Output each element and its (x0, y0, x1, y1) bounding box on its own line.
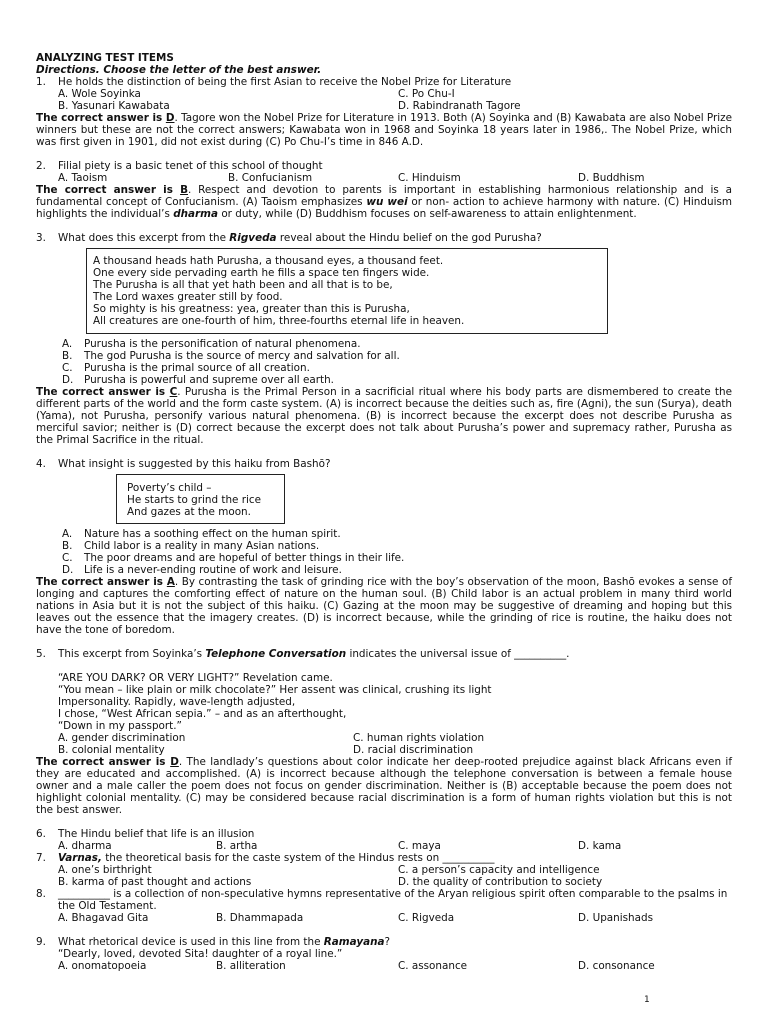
poem-line: Poverty’s child – (127, 482, 212, 494)
option-c: C. assonance (398, 960, 468, 972)
answer-letter: D (165, 112, 175, 124)
excerpt-line: “Down in my passport.” (58, 720, 182, 732)
question-3 (36, 232, 732, 244)
question-number: 2. (36, 160, 46, 172)
question-6-options (36, 840, 732, 852)
option-text: Life is a never-ending routine of work and leisure. (84, 564, 342, 576)
option-b (36, 350, 732, 362)
answer-text: or non- action to achieve harmony with nature. (C) Hinduism highlights the individual’s (36, 196, 732, 220)
option-b (36, 540, 732, 552)
option-text: The poor dreams and are hopeful of better things in their life. (84, 552, 405, 564)
answer-letter: D (170, 756, 179, 768)
question-7 (36, 852, 732, 864)
question-stem: __________ is a collection of non-speculative hymns representative of the Aryan religious spirit often comparable to the psalms in the Old Testament. (58, 888, 728, 912)
option-c: C. maya (398, 840, 441, 852)
question-8 (36, 888, 732, 912)
answer-letter: B (180, 184, 188, 196)
stem-text: What rhetorical device is used in this line from the (58, 936, 324, 948)
stem-text: the theoretical basis for the caste system of the Hindus rests on __________ (101, 852, 495, 864)
poem-line: And gazes at the moon. (127, 506, 251, 518)
option-text: The god Purusha is the source of mercy and salvation for all. (84, 350, 400, 362)
answer-label: The correct answer is (36, 112, 166, 124)
work-title: Telephone Conversation (205, 648, 347, 660)
question-7-options-row-1 (36, 864, 732, 876)
answer-explanation-1 (36, 112, 732, 148)
poem-line: A thousand heads hath Purusha, a thousand eyes, a thousand feet. (93, 255, 444, 267)
question-3-options (36, 338, 732, 386)
option-d (36, 374, 732, 386)
option-a: A. one’s birthright (58, 864, 152, 876)
option-a: A. onomatopoeia (58, 960, 147, 972)
excerpt-line: “You mean – like plain or milk chocolate?” Her assent was clinical, crushing its light (58, 684, 492, 696)
option-text: Purusha is the personification of natural phenomena. (84, 338, 361, 350)
question-4 (36, 458, 732, 470)
page-number: 1 (644, 995, 650, 1005)
question-1 (36, 76, 732, 88)
stem-term: Varnas, (58, 852, 102, 864)
question-stem: What insight is suggested by this haiku from Bashō? (58, 458, 331, 470)
question-stem (58, 232, 732, 244)
option-d: D. kama (578, 840, 622, 852)
answer-label: The correct answer is (36, 756, 171, 768)
directions: Directions. Choose the letter of the best answer. (36, 64, 322, 76)
option-text: Purusha is the primal source of all creation. (84, 362, 310, 374)
answer-explanation-5 (36, 756, 732, 816)
question-number: 3. (36, 232, 46, 244)
answer-text: . The landlady’s questions about color indicate her deep-rooted prejudice against black Africans even if they are educated and accomplished. (A) is incorrect because although the telephone conversation is between a female house owner and a male caller the poem does not focus on gender discrimination. Neither is (B) acceptable because the poem does not highlight colonial mentality. (C) may be considered because racial discrimination is a form of human rights violation but this is not the best answer. (36, 756, 732, 816)
question-5 (36, 648, 732, 660)
option-d: D. Buddhism (578, 172, 645, 184)
question-number: 4. (36, 458, 46, 470)
option-b: B. karma of past thought and actions (58, 876, 252, 888)
question-1-options-row-2 (36, 100, 732, 112)
answer-text: . Purusha is the Primal Person in a sacrificial ritual where his body parts are dismembered to create the different parts of the world and the form caste system. (A) is incorrect because the deities such as, fire (Agni), the sun (Surya), death (Yama), not Purusha, personify various natural phenomena. (B) is incorrect because the excerpt does not describe Purusha as merciful savior; neither is (D) correct because the excerpt does not talk about Purusha’s power and supremacy rather, Purusha as the Primal Sacrifice in the ritual. (36, 386, 732, 446)
question-2 (36, 160, 732, 172)
haiku-box (116, 474, 285, 524)
question-stem (58, 936, 732, 948)
document-page (36, 52, 732, 972)
question-number: 5. (36, 648, 46, 660)
option-text: Child labor is a reality in many Asian nations. (84, 540, 320, 552)
question-stem (58, 852, 732, 864)
answer-term: dharma (173, 208, 219, 220)
option-text: Purusha is powerful and supreme over all earth. (84, 374, 334, 386)
question-5-options-row-1 (36, 732, 732, 744)
work-title: Rigveda (229, 232, 277, 244)
question-stem: Filial piety is a basic tenet of this school of thought (58, 160, 323, 172)
option-d: D. racial discrimination (353, 744, 474, 756)
excerpt-line: I chose, “West African sepia.” – and as an afterthought, (58, 708, 347, 720)
option-d: D. Rabindranath Tagore (398, 100, 521, 112)
answer-label: The correct answer is (36, 386, 170, 398)
option-letter: D. (62, 564, 74, 576)
question-6 (36, 828, 732, 840)
option-c: C. a person’s capacity and intelligence (398, 864, 600, 876)
option-b: B. colonial mentality (58, 744, 165, 756)
question-number: 6. (36, 828, 46, 840)
option-d: D. consonance (578, 960, 655, 972)
answer-letter: A (166, 576, 175, 588)
work-title: Ramayana (323, 936, 385, 948)
question-stem (58, 648, 732, 660)
option-d: D. the quality of contribution to society (398, 876, 603, 888)
answer-text: . Tagore won the Nobel Prize for Literature in 1913. Both (A) Soyinka and (B) Kawabata are also Nobel Prize winners but these are not the correct answers; Kawabata won in 1968 and Soyinka 18 years later in 1986,. The Nobel Prize, which was first given in 1901, did not exist during (C) Po Chu-I’s time in 846 A.D. (36, 112, 733, 148)
option-a: A. dharma (58, 840, 112, 852)
question-2-options (36, 172, 732, 184)
option-letter: A. (62, 338, 73, 350)
option-letter: D. (62, 374, 74, 386)
option-b: B. alliteration (216, 960, 286, 972)
quote-line: “Dearly, loved, devoted Sita! daughter of a royal line.” (58, 948, 343, 960)
option-letter: B. (62, 540, 73, 552)
option-b: B. Confucianism (228, 172, 313, 184)
question-number: 8. (36, 888, 46, 900)
question-number: 9. (36, 936, 46, 948)
poem-line: The Lord waxes greater still by food. (93, 291, 283, 303)
option-letter: C. (62, 552, 73, 564)
answer-explanation-3 (36, 386, 732, 446)
question-8-options (36, 912, 732, 924)
stem-text: What does this excerpt from the (58, 232, 230, 244)
poem-line: All creatures are one-fourth of him, three-fourths eternal life in heaven. (93, 315, 465, 327)
question-9-options (36, 960, 732, 972)
option-a (36, 528, 732, 540)
option-b: B. Yasunari Kawabata (58, 100, 170, 112)
question-9 (36, 936, 732, 960)
stem-text: ? (384, 936, 391, 948)
question-7-options-row-2 (36, 876, 732, 888)
option-c: C. human rights violation (353, 732, 485, 744)
option-a: A. Wole Soyinka (58, 88, 141, 100)
question-4-options (36, 528, 732, 576)
option-b: B. artha (216, 840, 258, 852)
option-a: A. Taoism (58, 172, 108, 184)
option-a (36, 338, 732, 350)
option-c: C. Po Chu-I (398, 88, 455, 100)
option-b: B. Dhammapada (216, 912, 304, 924)
option-a: A. gender discrimination (58, 732, 186, 744)
stem-text: indicates the universal issue of __________. (346, 648, 570, 660)
option-c (36, 362, 732, 374)
option-letter: C. (62, 362, 73, 374)
answer-label: The correct answer is (36, 576, 167, 588)
answer-term: wu wei (366, 196, 408, 208)
answer-text: . Respect and devotion to parents is important in establishing harmonious relationship and is a fundamental concept of Confucianism. (A) Taoism emphasizes (36, 184, 732, 208)
option-d (36, 564, 732, 576)
option-c: C. Hinduism (398, 172, 461, 184)
option-a: A. Bhagavad Gita (58, 912, 149, 924)
question-number: 1. (36, 76, 46, 88)
poem-line: The Purusha is all that yet hath been and all that is to be, (93, 279, 393, 291)
answer-text: or duty, while (D) Buddhism focuses on self-awareness to attain enlightenment. (218, 208, 637, 220)
question-stem: He holds the distinction of being the first Asian to receive the Nobel Prize for Literature (58, 76, 512, 88)
answer-letter: C (169, 386, 178, 398)
rigveda-excerpt-box (86, 248, 608, 334)
option-letter: A. (62, 528, 73, 540)
question-stem: The Hindu belief that life is an illusion (58, 828, 255, 840)
stem-text: reveal about the Hindu belief on the god Purusha? (276, 232, 542, 244)
question-5-options-row-2 (36, 744, 732, 756)
answer-explanation-4 (36, 576, 732, 636)
option-letter: B. (62, 350, 73, 362)
question-number: 7. (36, 852, 46, 864)
poem-line: So mighty is his greatness: yea, greater than this is Purusha, (93, 303, 410, 315)
option-d: D. Upanishads (578, 912, 654, 924)
excerpt-line: “ARE YOU DARK? OR VERY LIGHT?” Revelation came. (58, 672, 333, 684)
stem-text: This excerpt from Soyinka’s (58, 648, 206, 660)
answer-text: . By contrasting the task of grinding rice with the boy’s observation of the moon, Bashō evokes a sense of longing and captures the comforting effect of nature on the human soul. (B) Child labor is an actual problem in many third world nations in Asia but it is not the subject of this haiku. (C) Gazing at the moon may be suggestive of dreaming and hoping but this leaves out the essence that the imagery creates. (D) is incorrect because, while the grinding of rice is routine, the haiku does not have the tone of boredom. (36, 576, 732, 636)
option-text: Nature has a soothing effect on the human spirit. (84, 528, 341, 540)
answer-explanation-2 (36, 184, 732, 220)
poem-line: He starts to grind the rice (127, 494, 262, 506)
telephone-excerpt (36, 672, 732, 732)
poem-line: One every side pervading earth he fills a space ten fingers wide. (93, 267, 430, 279)
option-c: C. Rigveda (398, 912, 455, 924)
excerpt-line: Impersonality. Rapidly, wave-length adjusted, (58, 696, 296, 708)
document-title: ANALYZING TEST ITEMS (36, 52, 174, 64)
option-c (36, 552, 732, 564)
question-1-options-row-1 (36, 88, 732, 100)
answer-label: The correct answer is (36, 184, 181, 196)
